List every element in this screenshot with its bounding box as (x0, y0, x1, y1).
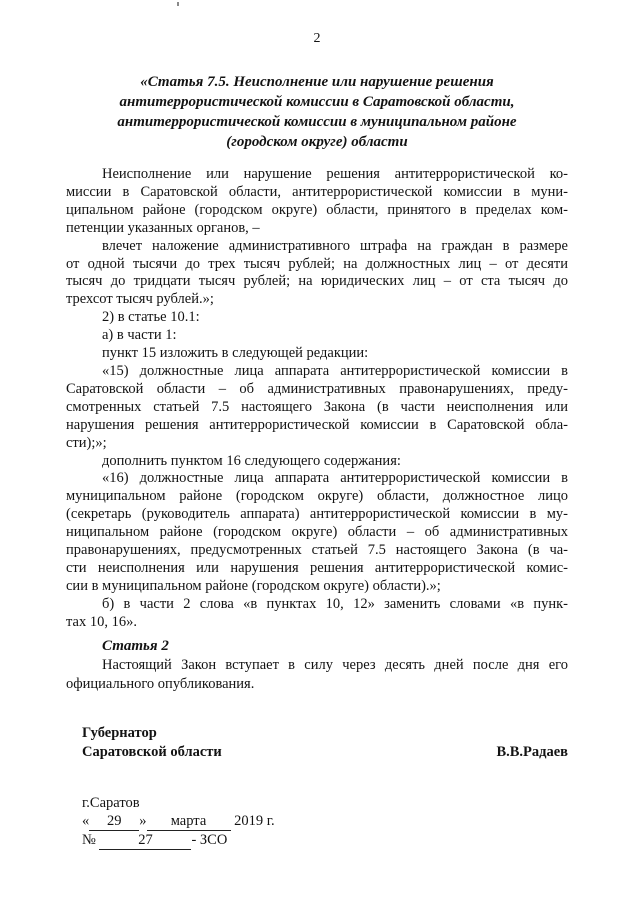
text-line: правонарушениях, предусмотренных статьей 7.5 настоящего Закона (в ча- (66, 542, 568, 559)
text-line: миссии в Саратовской области, антитеррористической комиссии в муни- (66, 183, 568, 200)
paragraph (66, 166, 568, 238)
paragraph (66, 596, 568, 632)
article-heading (66, 72, 568, 152)
text-line: тысяч до тридцати тысяч рублей; на юридических лиц – от ста тысяч до (66, 273, 568, 290)
text-line: а) в части 1: (102, 327, 177, 344)
date-month-blank: марта (147, 813, 231, 831)
paragraph (66, 656, 568, 694)
scan-artifact (177, 2, 179, 6)
text-line: 2) в статье 10.1: (102, 309, 200, 326)
date-day-blank: 29 (89, 813, 139, 831)
text-line: Саратовской области – об административных правонарушениях, преду- (66, 380, 568, 397)
text-line: пункт 15 изложить в следующей редакции: (102, 345, 369, 362)
text-line: б) в части 2 слова «в пунктах 10, 12» заменить словами «в пунк- (102, 595, 568, 612)
footer-city: г.Саратов (82, 794, 140, 811)
text-line: «15) должностные лица аппарата антитеррористической комиссии в (102, 362, 568, 379)
text-line: дополнить пунктом 16 следующего содержания: (102, 452, 401, 469)
footer-date-line (82, 812, 568, 831)
paragraph (66, 238, 568, 310)
article2-title: Статья 2 (102, 637, 169, 654)
text-line: от одной тысячи до трех тысяч рублей; на должностных лиц – от десяти (66, 255, 568, 272)
number-blank: 27 (99, 832, 191, 850)
text-line: петенции указанных органов, – (66, 219, 260, 236)
heading-line: антитеррористической комиссии в Саратовской области, (119, 94, 515, 110)
text-line: Настоящий Закон вступает в силу через десять дней после дня его (102, 656, 568, 673)
heading-line: (городском округе) области (226, 134, 408, 150)
text-line: ниципальном районе (городском округе) области – об административных (66, 524, 568, 541)
body-text (66, 166, 568, 632)
number-sign: № (82, 832, 96, 849)
signature-role-line: Губернатор (82, 724, 157, 741)
text-line: муниципальном районе (городском округе) области, должностное лицо (66, 488, 568, 505)
quote-close: » (139, 813, 147, 830)
signature-row (82, 743, 568, 762)
signature-block (82, 724, 568, 762)
date-year: 2019 г. (234, 813, 275, 830)
quote-open: « (82, 813, 90, 830)
text-line: тах 10, 16». (66, 613, 137, 630)
text-line: сти неисполнения или нарушения решения антитеррористической комис- (66, 559, 568, 576)
heading-line: «Статья 7.5. Неисполнение или нарушение решения (140, 74, 494, 90)
text-line: Неисполнение или нарушение решения антитеррористической ко- (102, 166, 568, 182)
text-line: (секретарь (руководитель аппарата) антитеррористической комиссии в му- (66, 506, 568, 523)
footer-number-line (82, 831, 568, 850)
heading-line: антитеррористической комиссии в муниципальном районе (117, 114, 517, 130)
text-line: смотренных статьей 7.5 настоящего Закона (в части неисполнения или (66, 398, 568, 415)
number-suffix: - ЗСО (191, 832, 228, 849)
text-line: трехсот тысяч рублей.»; (66, 291, 214, 308)
text-line: официального опубликования. (66, 675, 255, 692)
text-line: сти);»; (66, 434, 107, 451)
text-line: сии в муниципальном районе (городском округе) области).»; (66, 577, 441, 594)
document-footer (82, 794, 568, 851)
signature-role-line: Саратовской области (82, 743, 222, 760)
page-number: 2 (313, 31, 321, 46)
text-line: нарушения решения антитеррористической комиссии в Саратовской обла- (66, 416, 568, 433)
paragraph (66, 470, 568, 595)
paragraph (66, 363, 568, 453)
text-line: влечет наложение административного штрафа на граждан в размере (102, 237, 568, 254)
text-line: ципальном районе (городском округе) области, принятого в пределах ком- (66, 201, 568, 218)
text-line: «16) должностные лица аппарата антитеррористической комиссии в (102, 470, 568, 487)
signature-name: В.В.Радаев (496, 743, 568, 760)
